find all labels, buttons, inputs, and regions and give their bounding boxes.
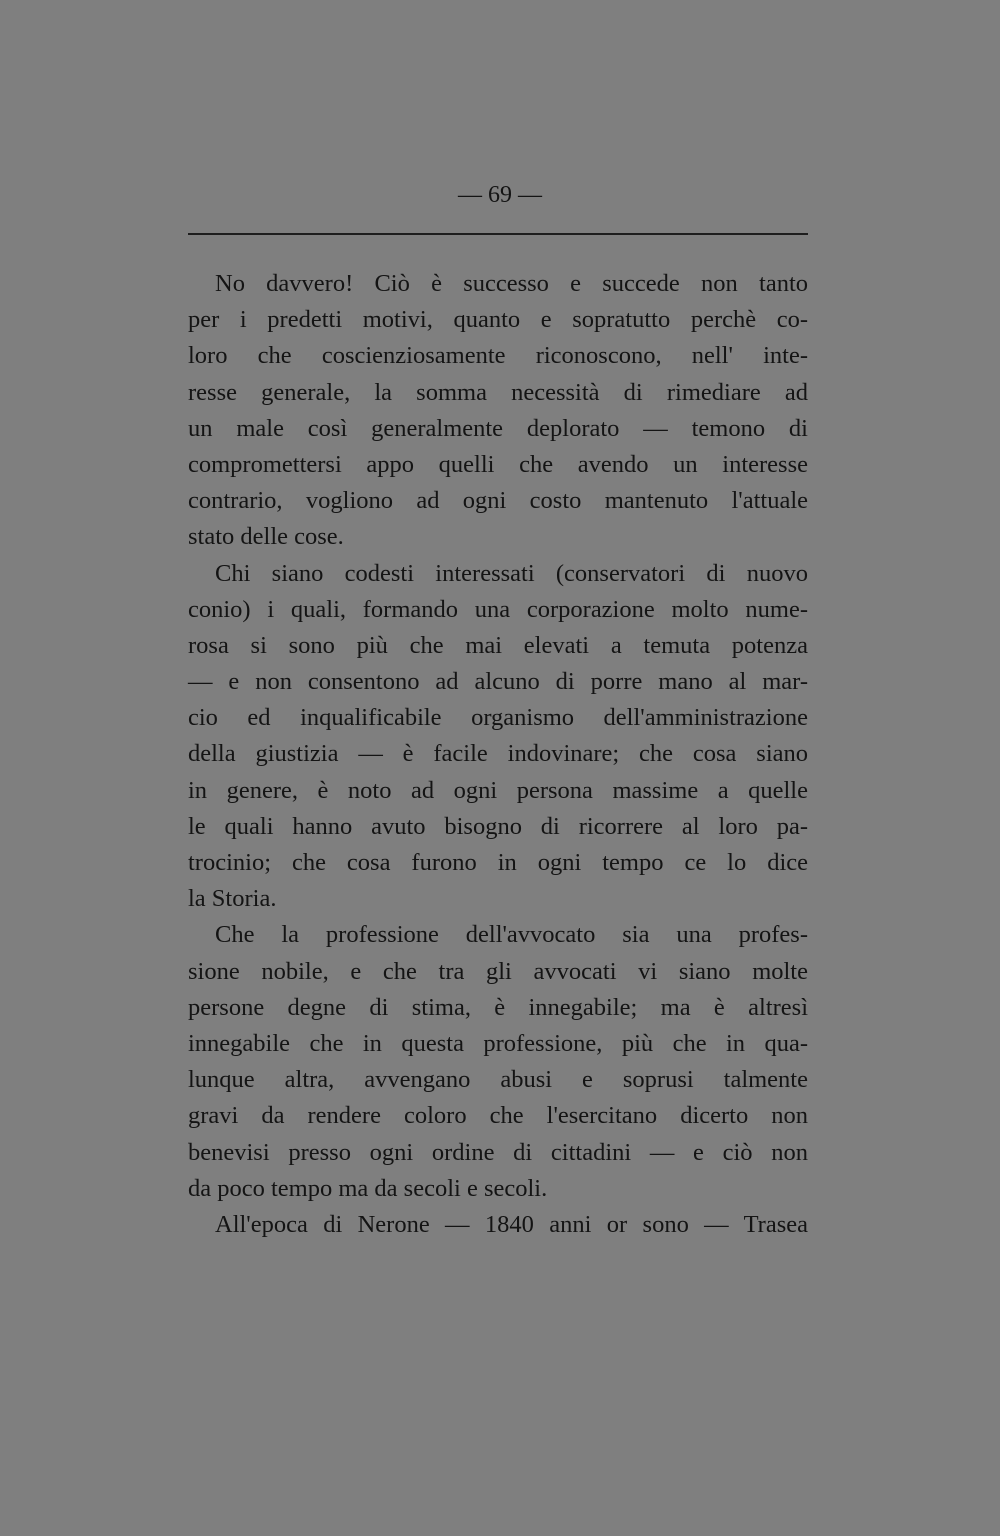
text-line: Chi siano codesti interessati (conservatori di nuovo	[215, 559, 808, 587]
text-line: cio ed inqualificabile organismo dell'amministrazione	[188, 704, 808, 732]
text-line: No davvero! Ciò è successo e succede non tanto	[215, 270, 808, 297]
text-line: conio) i quali, formando una corporazione molto nume-	[188, 595, 808, 623]
text-line: loro che coscienziosamente riconoscono, nell' inte-	[188, 342, 808, 370]
text-line: trocinio; che cosa furono in ogni tempo ce lo dice	[188, 849, 808, 876]
text-line: da poco tempo ma da secoli e secoli.	[188, 1174, 548, 1202]
text-line: un male così generalmente deplorato — temono di	[188, 414, 808, 442]
text-line: Che la professione dell'avvocato sia una profes-	[215, 921, 808, 949]
text-line: lunque altra, avvengano abusi e soprusi talmente	[188, 1066, 808, 1094]
text-line: rosa si sono più che mai elevati a temuta potenza	[188, 631, 808, 659]
text-line: benevisi presso ogni ordine di cittadini — e ciò non	[188, 1138, 808, 1166]
text-line: resse generale, la somma necessità di rimediare ad	[188, 378, 808, 406]
text-line: contrario, vogliono ad ogni costo mantenuto l'attuale	[188, 487, 808, 515]
text-line: All'epoca di Nerone — 1840 anni or sono — Trasea	[215, 1210, 808, 1238]
text-line: — e non consentono ad alcuno di porre mano al mar-	[188, 668, 808, 696]
page-number: — 69 —	[458, 182, 542, 208]
text-line: sione nobile, e che tra gli avvocati vi siano molte	[188, 957, 808, 985]
text-line: le quali hanno avuto bisogno di ricorrere al loro pa-	[188, 812, 808, 840]
text-line: gravi da rendere coloro che l'esercitano dicerto non	[188, 1102, 808, 1130]
text-line: stato delle cose.	[188, 523, 344, 551]
text-line: la Storia.	[188, 885, 277, 913]
text-line: in genere, è noto ad ogni persona massime a quelle	[188, 776, 808, 804]
body-text	[188, 266, 808, 1243]
text-line: per i predetti motivi, quanto e sopratutto perchè co-	[188, 306, 808, 334]
text-line: persone degne di stima, è innegabile; ma è altresì	[188, 993, 808, 1021]
text-line: innegabile che in questa professione, più che in qua-	[188, 1029, 808, 1057]
header-rule	[188, 233, 808, 235]
text-line: compromettersi appo quelli che avendo un interesse	[188, 450, 808, 478]
text-line: della giustizia — è facile indovinare; che cosa siano	[188, 740, 808, 768]
